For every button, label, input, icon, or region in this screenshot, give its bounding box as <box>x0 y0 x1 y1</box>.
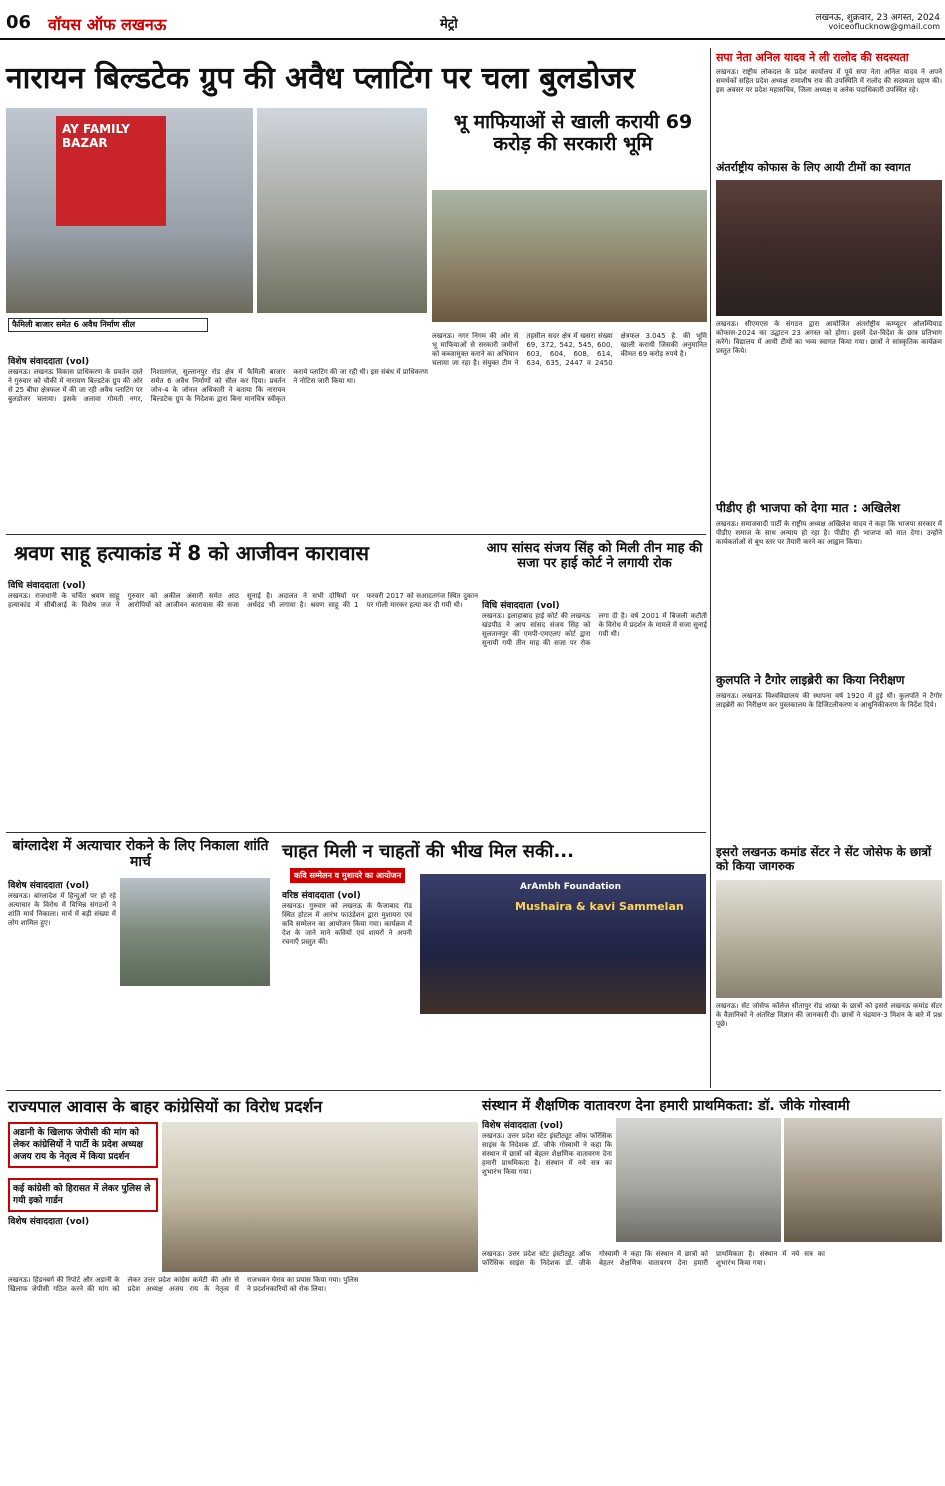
page-header <box>0 0 945 40</box>
goswami-headline: संस्थान में शैक्षणिक वातावरण देना हमारी प्राथमिकता: डॉ. जीके गोस्वामी <box>482 1098 850 1114</box>
goswami-byline: विशेष संवाददाता (vol) <box>482 1121 564 1131</box>
banner-org: ArAmbh Foundation <box>520 882 622 892</box>
tagore-body: लखनऊ। लखनऊ विश्वविद्यालय की स्थापना वर्ष 1920 में हुई थी। कुलपति ने टैगोर लाइब्रेरी का निरीक्षण कर पुस्तकालय के डिजिटलीकरण व आधुनिकीकरण के निर्देश दिये। <box>716 692 942 709</box>
goswami-body-intro: लखनऊ। उत्तर प्रदेश स्टेट इंस्टीट्यूट ऑफ फॉरेंसिक साइंस के निदेशक डॉ. जीके गोस्वामी ने कहा कि संस्थान में छात्रों को बेहतर शैक्षणिक वातावरण देना हमारी प्राथमिकता है। संस्थान में नये सत्र का शुभारंभ किया गया। <box>482 1132 612 1176</box>
protest-point-2: कई कांग्रेसी को हिरासत में लेकर पुलिस ले गयी इको गार्डन <box>8 1178 158 1212</box>
column-divider <box>710 48 711 1088</box>
sanjay-headline: आप सांसद संजय सिंह को मिली तीन माह की सजा पर हाई कोर्ट ने लगायी रोक <box>486 541 703 571</box>
mushaira-photo <box>420 874 706 1014</box>
lead-photo-2 <box>257 108 427 313</box>
goswami-body: लखनऊ। उत्तर प्रदेश स्टेट इंस्टीट्यूट ऑफ फॉरेंसिक साइंस के निदेशक डॉ. जीके गोस्वामी ने कहा कि संस्थान में छात्रों को बेहतर शैक्षणिक वातावरण देना हमारी प्राथमिकता है। संस्थान में नये सत्र का शुभारंभ किया गया। <box>482 1250 825 1267</box>
protest-headline: राज्यपाल आवास के बाहर कांग्रेसियों का विरोध प्रदर्शन <box>8 1097 323 1116</box>
isro-photo <box>716 880 942 998</box>
akhilesh-body: लखनऊ। समाजवादी पार्टी के राष्ट्रीय अध्यक्ष अखिलेश यादव ने कहा कि भाजपा सरकार में पीडीए समाज के साथ अन्याय हो रहा है। पीडीए ही भाजपा को मात देगा। उन्होंने कार्यकर्ताओं से बूथ स्तर पर तैयारी करने का आह्वान किया। <box>716 520 942 546</box>
olympiad-headline: अंतर्राष्ट्रीय कोफास के लिए आयी टीमों का स्वागत <box>716 161 911 174</box>
land-headline: भू माफियाओं से खाली करायी 69 करोड़ की सरकारी भूमि <box>453 111 693 155</box>
protest-point-1: अडानी के खिलाफ जेपीसी की मांग को लेकर कांग्रेसियों ने पार्टी के प्रदेश अध्यक्ष अजय राय के नेतृत्व में किया प्रदर्शन <box>8 1122 158 1168</box>
march-photo <box>120 878 270 986</box>
section-rule <box>6 1090 941 1091</box>
isro-body: लखनऊ। सेंट जोसेफ कॉलेज सीतापुर रोड शाखा के छात्रों को इसरो लखनऊ कमांड सेंटर के वैज्ञानिकों ने अंतरिक्ष विज्ञान की जानकारी दी। छात्रों ने चंद्रयान-3 मिशन के बारे में प्रश्न पूछे। <box>716 1002 942 1028</box>
lead-caption: फैमिली बाजार समेत 6 अवैध निर्माण सील <box>8 318 208 332</box>
goswami-photo-2 <box>784 1118 942 1242</box>
page-number: 06 <box>6 12 32 33</box>
land-body: लखनऊ। नगर निगम की ओर से भू माफियाओं से सरकारी जमीनों को कब्जामुक्त कराने का अभियान चलाया जा रहा है। संयुक्त टीम ने तहसील सदर क्षेत्र में खसरा संख्या 69, 372, 542, 545, 600, 603, 604, 608, 614, 634, 635, 2447 व 2450 क्षेत्रफल 3.045 हे. की भूमि खाली करायी जिसकी अनुमानित कीमत 69 करोड़ रुपये है। <box>432 332 707 367</box>
anil-headline: सपा नेता अनिल यादव ने ली रालोद की सदस्यता <box>716 51 909 64</box>
section-rule <box>6 832 706 833</box>
contact-email: voiceoflucknow@gmail.com <box>828 22 940 31</box>
shravan-byline: विधि संवाददाता (vol) <box>8 581 86 591</box>
protest-photo <box>162 1122 478 1272</box>
section-name: मेट्रो <box>440 17 458 32</box>
sanjay-byline: विधि संवाददाता (vol) <box>482 601 560 611</box>
tagore-headline: कुलपति ने टैगोर लाइब्रेरी का किया निरीक्षण <box>716 673 905 687</box>
lead-byline: विशेष संवाददाता (vol) <box>8 357 90 367</box>
march-headline: बांग्लादेश में अत्याचार रोकने के लिए निकाला शांति मार्च <box>12 838 269 871</box>
protest-body: लखनऊ। हिंडनबर्ग की रिपोर्ट और अडानी के खिलाफ जेपीसी गठित करने की मांग को लेकर उत्तर प्रदेश कांग्रेस कमेटी की ओर से प्रदेश अध्यक्ष अजय राय के नेतृत्व में राजभवन घेराव का प्रयास किया गया। पुलिस ने प्रदर्शनकारियों को रोक लिया। <box>8 1276 359 1293</box>
banner-title: Mushaira & kavi Sammelan <box>515 900 684 913</box>
anil-body: लखनऊ। राष्ट्रीय लोकदल के प्रदेश कार्यालय में पूर्व सपा नेता अनिल यादव ने अपने समर्थकों सहित प्रदेश अध्यक्ष रामाशीष राय की उपस्थिति में रालोद की सदस्यता ग्रहण की। इस अवसर पर प्रदेश महासचिव, जिला अध्यक्ष व अनेक पदाधिकारी उपस्थित रहे। <box>716 68 942 94</box>
mushaira-body: लखनऊ। गुरुवार को लखनऊ के फैजाबाद रोड स्थित होटल में आरंभ फाउंडेशन द्वारा मुशायरा एवं कवि सम्मेलन का आयोजन किया गया। कार्यक्रम में देश के जाने माने कवियों एवं शायरों ने अपनी रचनाएँ प्रस्तुत कीं। <box>282 902 412 946</box>
masthead: वॉयस ऑफ लखनऊ <box>48 15 167 34</box>
shravan-headline: श्रवण साहू हत्याकांड में 8 को आजीवन कारावास <box>14 541 370 565</box>
march-body: लखनऊ। बांग्लादेश में हिन्दुओं पर हो रहे अत्याचार के विरोध में विभिन्न संगठनों ने शांति मार्च निकाला। मार्च में बड़ी संख्या में लोग शामिल हुए। <box>8 892 116 927</box>
goswami-photo-1 <box>616 1118 781 1242</box>
store-sign: AY FAMILY BAZAR <box>56 116 166 226</box>
section-rule <box>6 534 706 535</box>
mushaira-subhead: कवि सम्मेलन व मुशायरे का आयोजन <box>290 868 405 883</box>
shravan-body: लखनऊ। राजधानी के चर्चित श्रवण साहू हत्याकांड में सीबीआई के विशेष जज ने गुरुवार को अकील अंसारी समेत आठ आरोपियों को आजीवन कारावास की सजा सुनाई है। अदालत ने सभी दोषियों पर अर्थदंड भी लगाया है। श्रवण साहू की 1 फरवरी 2017 को सआदतगंज स्थित दुकान पर गोली मारकर हत्या कर दी गयी थी। <box>8 592 478 609</box>
olympiad-photo <box>716 180 942 316</box>
mushaira-byline: वरिष्ठ संवाददाता (vol) <box>282 891 361 901</box>
akhilesh-headline: पीडीए ही भाजपा को देगा मात : अखिलेश <box>716 501 901 515</box>
lead-photo-1 <box>6 108 253 313</box>
protest-byline: विशेष संवाददाता (vol) <box>8 1217 90 1227</box>
march-byline: विशेष संवाददाता (vol) <box>8 881 90 891</box>
land-photo <box>432 190 707 322</box>
sanjay-body: लखनऊ। इलाहाबाद हाई कोर्ट की लखनऊ खंडपीठ ने आप सांसद संजय सिंह को सुलतानपुर की एमपी-एमएलए कोर्ट द्वारा सुनायी गयी तीन माह की सजा पर रोक लगा दी है। वर्ष 2001 में बिजली कटौती के विरोध में प्रदर्शन के मामले में सजा सुनाई गयी थी। <box>482 612 707 647</box>
issue-date: लखनऊ, शुक्रवार, 23 अगस्त, 2024 <box>815 13 940 23</box>
isro-headline: इसरो लखनऊ कमांड सेंटर ने सेंट जोसेफ के छात्रों को किया जागरुक <box>716 845 932 873</box>
lead-headline: नारायन बिल्डटेक ग्रुप की अवैध प्लाटिंग पर चला बुलडोजर <box>6 61 635 96</box>
olympiad-body: लखनऊ। सीएमएस के संगठन द्वारा आयोजित अंतर्राष्ट्रीय कम्प्यूटर ओलम्पियाड कोफास-2024 का उद्घाटन 23 अगस्त को होगा। इसमें देश-विदेश के छात्र प्रतिभाग करेंगे। विद्यालय में आयी टीमों का भव्य स्वागत किया गया। छात्रों ने सांस्कृतिक कार्यक्रम प्रस्तुत किये। <box>716 320 942 355</box>
mushaira-headline: चाहत मिली न चाहतों की भीख मिल सकी... <box>282 841 574 862</box>
lead-body: लखनऊ। लखनऊ विकास प्राधिकरण के प्रवर्तन दस्ते ने गुरुवार को चौकी में नारायण बिल्डटेक ग्रुप की ओर से 25 बीघा क्षेत्रफल में की जा रही अवैध प्लाटिंग पर बुलडोजर चलाया। इसके अलावा गोमती नगर, निशातगंज, सुल्तानपुर रोड क्षेत्र में फैमिली बाजार समेत 6 अवैध निर्माणों को सील कर दिया। प्रवर्तन जोन-4 के जोनल अधिकारी ने बताया कि नारायन बिल्डटेक ग्रुप के निदेशक द्वारा बिना मानचित्र स्वीकृत कराये प्लाटिंग की जा रही थी। इस संबंध में प्राधिकरण ने नोटिस जारी किया था। <box>8 368 428 403</box>
